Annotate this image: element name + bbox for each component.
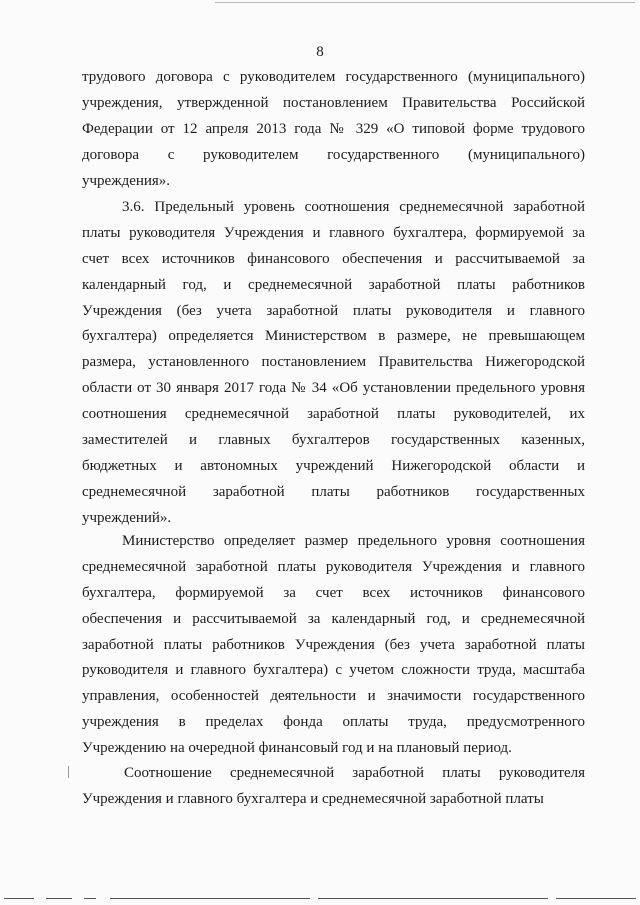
text-line: бухгалтера) определяется Министерством в размере, не превышающем: [82, 328, 585, 345]
paragraph-ratio: [82, 761, 585, 813]
text-line: управления, особенностей деятельности и значимости государственного: [82, 688, 585, 705]
text-line: платы руководителя Учреждения и главного бухгалтера, формируемой за: [82, 224, 585, 241]
text-line: учреждения в пределах фонда оплаты труда, предусмотренного: [82, 714, 585, 731]
text-line: бюджетных и автономных учреждений Нижегородской области и: [82, 457, 585, 474]
text-line: среднемесячной заработной платы работников государственных: [82, 483, 585, 500]
scan-dash: [4, 898, 34, 899]
text-line: Соотношение среднемесячной заработной платы руководителя: [124, 765, 585, 781]
text-line: области от 30 января 2017 года № 34 «Об установлении предельного уровня: [82, 380, 585, 397]
text-line: среднемесячной заработной платы руководителя Учреждения и главного: [82, 558, 585, 575]
scan-dash: [46, 898, 72, 899]
text-line: календарный год, и среднемесячной заработной платы работников: [82, 276, 585, 293]
text-line: заработной платы работников Учреждения (без учета заработной платы: [82, 636, 585, 653]
text-line: учреждения».: [82, 172, 171, 189]
page-number: 8: [316, 44, 324, 60]
scan-dash: [556, 898, 636, 899]
text-line: трудового договора с руководителем государственного (муниципального): [82, 69, 585, 85]
text-line: соотношения среднемесячной заработной платы руководителей, их: [82, 406, 585, 423]
text-line: обеспечения и рассчитываемой за календарный год, и среднемесячной: [82, 610, 585, 627]
margin-mark: [68, 766, 69, 778]
text-line: учреждений».: [82, 509, 172, 526]
text-line: бухгалтера, формируемой за счет всех источников финансового: [82, 584, 585, 601]
paragraph-3-6: [82, 195, 585, 532]
paragraph-1: [82, 65, 585, 194]
scan-dash: [84, 898, 96, 899]
text-line: Учреждения и главного бухгалтера и среднемесячной заработной платы: [82, 790, 544, 807]
paragraph-ministry: [82, 529, 585, 762]
scan-dash: [318, 898, 548, 899]
text-line: 3.6. Предельный уровень соотношения среднемесячной заработной: [122, 199, 585, 215]
text-line: руководителя и главного бухгалтера) с учетом сложности труда, масштаба: [82, 662, 585, 679]
text-line: учреждения, утвержденной постановлением Правительства Российской: [82, 94, 585, 111]
text-line: размера, установленного постановлением Правительства Нижегородской: [82, 354, 585, 371]
text-line: Учреждения (без учета заработной платы руководителя и главного: [82, 302, 585, 319]
text-line: Учреждению на очередной финансовый год и на плановый период.: [82, 740, 512, 757]
text-line: счет всех источников финансового обеспечения и рассчитываемой за: [82, 250, 585, 267]
text-line: договора с руководителем государственного (муниципального): [82, 146, 585, 163]
text-line: Министерство определяет размер предельного уровня соотношения: [122, 533, 585, 549]
text-line: Федерации от 12 апреля 2013 года № 329 «О типовой форме трудового: [82, 120, 585, 137]
scan-dash: [110, 898, 310, 899]
bottom-scan-marks: [0, 894, 640, 904]
top-scan-line: [215, 2, 635, 3]
text-line: заместителей и главных бухгалтеров государственных казенных,: [82, 432, 585, 449]
